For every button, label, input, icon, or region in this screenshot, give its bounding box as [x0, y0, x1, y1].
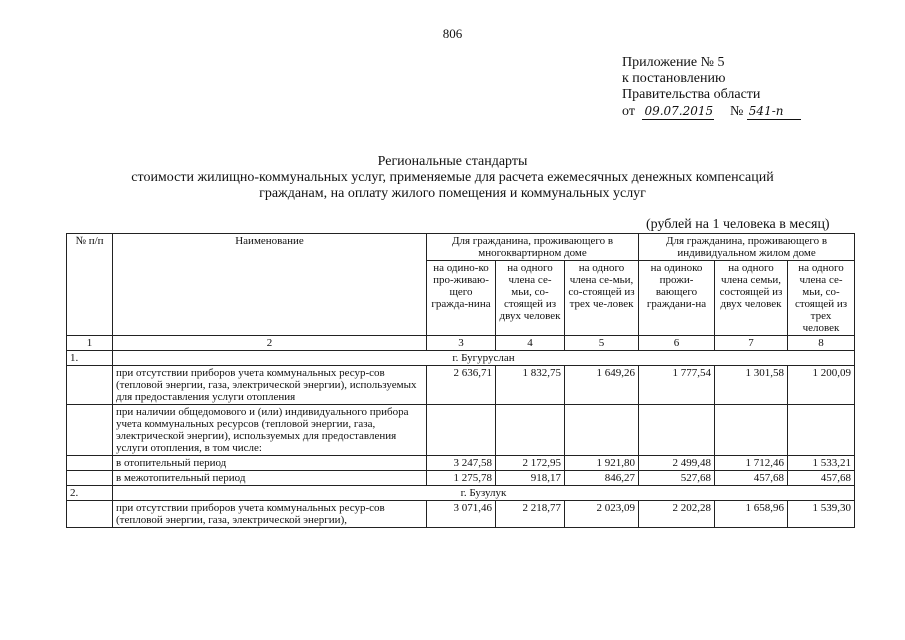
header-name: Наименование — [113, 234, 427, 336]
table-row — [67, 501, 855, 528]
column-number: 7 — [715, 336, 788, 351]
row-value — [427, 405, 496, 456]
appendix-title: Приложение № 5 — [622, 55, 725, 70]
row-value: 1 921,80 — [565, 456, 639, 471]
column-number-row — [67, 336, 855, 351]
row-value — [639, 405, 715, 456]
table-row — [67, 471, 855, 486]
row-value: 1 200,09 — [788, 366, 855, 405]
standards-table — [66, 233, 855, 528]
subheader-cell: на одного члена се-мьи, со-стоящей из двух человек — [496, 261, 565, 336]
subheader-cell: на одного члена се-мьи, со-стоящей из трех человек — [788, 261, 855, 336]
unit-note: (рублей на 1 человека в месяц) — [646, 217, 830, 232]
column-number: 2 — [113, 336, 427, 351]
row-value: 2 202,28 — [639, 501, 715, 528]
appendix-date-line — [622, 103, 801, 120]
empty-cell — [67, 456, 113, 471]
table-row — [67, 366, 855, 405]
subheader-cell: на одино-ко про-живаю-щего гражда-нина — [427, 261, 496, 336]
column-number: 6 — [639, 336, 715, 351]
empty-cell — [67, 366, 113, 405]
table-header-row — [67, 234, 855, 261]
title-line-3: гражданам, на оплату жилого помещения и коммунальных услуг — [259, 186, 646, 201]
row-name: в межотопительный период — [113, 471, 427, 486]
section-number: 2. — [67, 486, 113, 501]
header-group-house: Для гражданина, проживающего в индивидуальном жилом доме — [639, 234, 855, 261]
row-value: 1 777,54 — [639, 366, 715, 405]
row-value: 2 499,48 — [639, 456, 715, 471]
empty-cell — [67, 501, 113, 528]
appendix-number-sign: № — [729, 104, 744, 119]
row-value: 1 539,30 — [788, 501, 855, 528]
row-value — [715, 405, 788, 456]
row-value: 3 247,58 — [427, 456, 496, 471]
row-value — [565, 405, 639, 456]
appendix-number: 541-п — [747, 103, 801, 120]
row-name: при наличии общедомового и (или) индивидуального прибора учета коммунальных ресурсов (тепловой энергии, газа, электрической энергии), используемых для предоставления услуги отопления, в том числе: — [113, 405, 427, 456]
row-value: 1 658,96 — [715, 501, 788, 528]
page-number: 806 — [442, 26, 463, 41]
row-value — [496, 405, 565, 456]
row-value: 2 172,95 — [496, 456, 565, 471]
row-value: 457,68 — [715, 471, 788, 486]
section-city: г. Бугуруслан — [113, 351, 855, 366]
column-number: 5 — [565, 336, 639, 351]
document-title — [0, 154, 905, 202]
row-value: 1 649,26 — [565, 366, 639, 405]
row-value: 846,27 — [565, 471, 639, 486]
row-value: 457,68 — [788, 471, 855, 486]
row-value: 2 023,09 — [565, 501, 639, 528]
title-line-2: стоимости жилищно-коммунальных услуг, применяемые для расчета ежемесячных денежных компенсаций — [131, 170, 774, 185]
row-value: 1 275,78 — [427, 471, 496, 486]
row-value: 2 218,77 — [496, 501, 565, 528]
row-value: 1 301,58 — [715, 366, 788, 405]
header-group-apartment: Для гражданина, проживающего в многоквартирном доме — [427, 234, 639, 261]
header-num: № п/п — [67, 234, 113, 336]
appendix-line-resolution: к постановлению — [622, 71, 726, 86]
row-value: 1 533,21 — [788, 456, 855, 471]
row-value: 1 712,46 — [715, 456, 788, 471]
row-value: 1 832,75 — [496, 366, 565, 405]
appendix-date: 09.07.2015 — [644, 104, 714, 118]
column-number: 4 — [496, 336, 565, 351]
empty-cell — [67, 471, 113, 486]
appendix-line-government: Правительства области — [622, 87, 761, 102]
row-name: при отсутствии приборов учета коммунальных ресур-сов (тепловой энергии, газа, электрической энергии), — [113, 501, 427, 528]
section-row — [67, 351, 855, 366]
section-row — [67, 486, 855, 501]
row-value: 3 071,46 — [427, 501, 496, 528]
row-value: 527,68 — [639, 471, 715, 486]
appendix-ot: от — [622, 104, 635, 119]
section-number: 1. — [67, 351, 113, 366]
section-city: г. Бузулук — [113, 486, 855, 501]
row-name: при отсутствии приборов учета коммунальных ресур-сов (тепловой энергии, газа, электрической энергии), используемых для предоставления услуги отопления — [113, 366, 427, 405]
column-number: 8 — [788, 336, 855, 351]
column-number: 1 — [67, 336, 113, 351]
column-number: 3 — [427, 336, 496, 351]
empty-cell — [67, 405, 113, 456]
row-value: 2 636,71 — [427, 366, 496, 405]
row-value — [788, 405, 855, 456]
subheader-cell: на одного члена се-мьи, со-стоящей из трех че-ловек — [565, 261, 639, 336]
title-line-1: Региональные стандарты — [377, 154, 528, 169]
subheader-cell: на одного члена семьи, состоящей из двух человек — [715, 261, 788, 336]
table-row — [67, 405, 855, 456]
appendix-block — [622, 55, 801, 120]
subheader-cell: на одиноко прожи-вающего граждани-на — [639, 261, 715, 336]
row-value: 918,17 — [496, 471, 565, 486]
row-name: в отопительный период — [113, 456, 427, 471]
table-row — [67, 456, 855, 471]
